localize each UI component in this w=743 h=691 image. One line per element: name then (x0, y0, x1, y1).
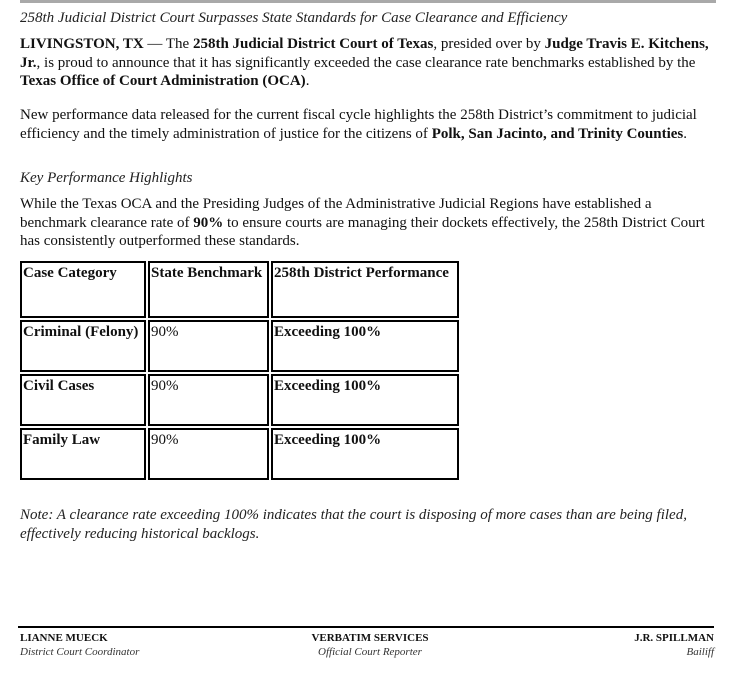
judge-name: Judge Travis E. Kitchens, Jr. (20, 36, 709, 71)
cell-performance: Exceeding 100% (271, 374, 459, 426)
performance-table (18, 259, 461, 482)
benchmark-rate: 90% (193, 214, 224, 231)
cell-benchmark: 90% (148, 374, 269, 426)
signature-coordinator (20, 631, 139, 659)
signature-role: Official Court Reporter (318, 646, 422, 658)
article-headline: 258th Judicial District Court Surpasses State Standards for Case Clearance and Efficiency (20, 10, 568, 26)
cell-category: Civil Cases (20, 374, 146, 426)
top-divider (20, 0, 716, 3)
table-row (20, 428, 459, 480)
cell-benchmark: 90% (148, 428, 269, 480)
dateline: LIVINGSTON, TX (20, 36, 144, 52)
signature-role: District Court Coordinator (20, 646, 140, 658)
benchmark-paragraph: While the Texas OCA and the Presiding Judges of the Administrative Judicial Regions have established a benchmark clearance rate of 90% to ensure courts are managing their dockets effectively, the 258th District Court has consistently outperformed these standards. (20, 196, 705, 249)
agency-name: Texas Office of Court Administration (OCA) (20, 73, 306, 89)
table-header-row (20, 261, 459, 318)
clearance-note: Note: A clearance rate exceeding 100% indicates that the court is disposing of more cases than are being filed, effectively reducing historical backlogs. (20, 507, 687, 542)
signature-name: VERBATIM SERVICES (311, 632, 429, 644)
signature-name: J.R. SPILLMAN (634, 632, 714, 644)
header-case-category: Case Category (20, 261, 146, 318)
section-subheading: Key Performance Highlights (20, 170, 193, 186)
signature-divider (18, 626, 714, 628)
table-row (20, 320, 459, 372)
counties: Polk, San Jacinto, and Trinity Counties (431, 125, 684, 142)
cell-category: Family Law (20, 428, 146, 480)
cell-category: Criminal (Felony) (20, 320, 146, 372)
cell-performance: Exceeding 100% (271, 320, 459, 372)
intro-paragraph: LIVINGSTON, TX — The 258th Judicial District Court of Texas, presided over by Judge Travis E. Kitchens, Jr., is proud to announce that it has significantly exceeded the case clearance rate benchmarks established by the Texas Office of Court Administration (OCA). (20, 36, 709, 89)
header-state-benchmark: State Benchmark (148, 261, 269, 318)
signature-role: Bailiff (686, 646, 714, 658)
court-name: 258th Judicial District Court of Texas (192, 36, 434, 52)
header-district-performance: 258th District Performance (271, 261, 459, 318)
cell-benchmark: 90% (148, 320, 269, 372)
performance-paragraph: New performance data released for the current fiscal cycle highlights the 258th District’s commitment to judicial efficiency and the timely administration of justice for the citizens of Polk, San Jacinto, and Trinity Counties. (20, 107, 697, 142)
signature-name: LIANNE MUECK (20, 632, 108, 644)
table-row (20, 374, 459, 426)
cell-performance: Exceeding 100% (271, 428, 459, 480)
signature-bailiff (634, 631, 714, 659)
signature-reporter (270, 631, 470, 659)
